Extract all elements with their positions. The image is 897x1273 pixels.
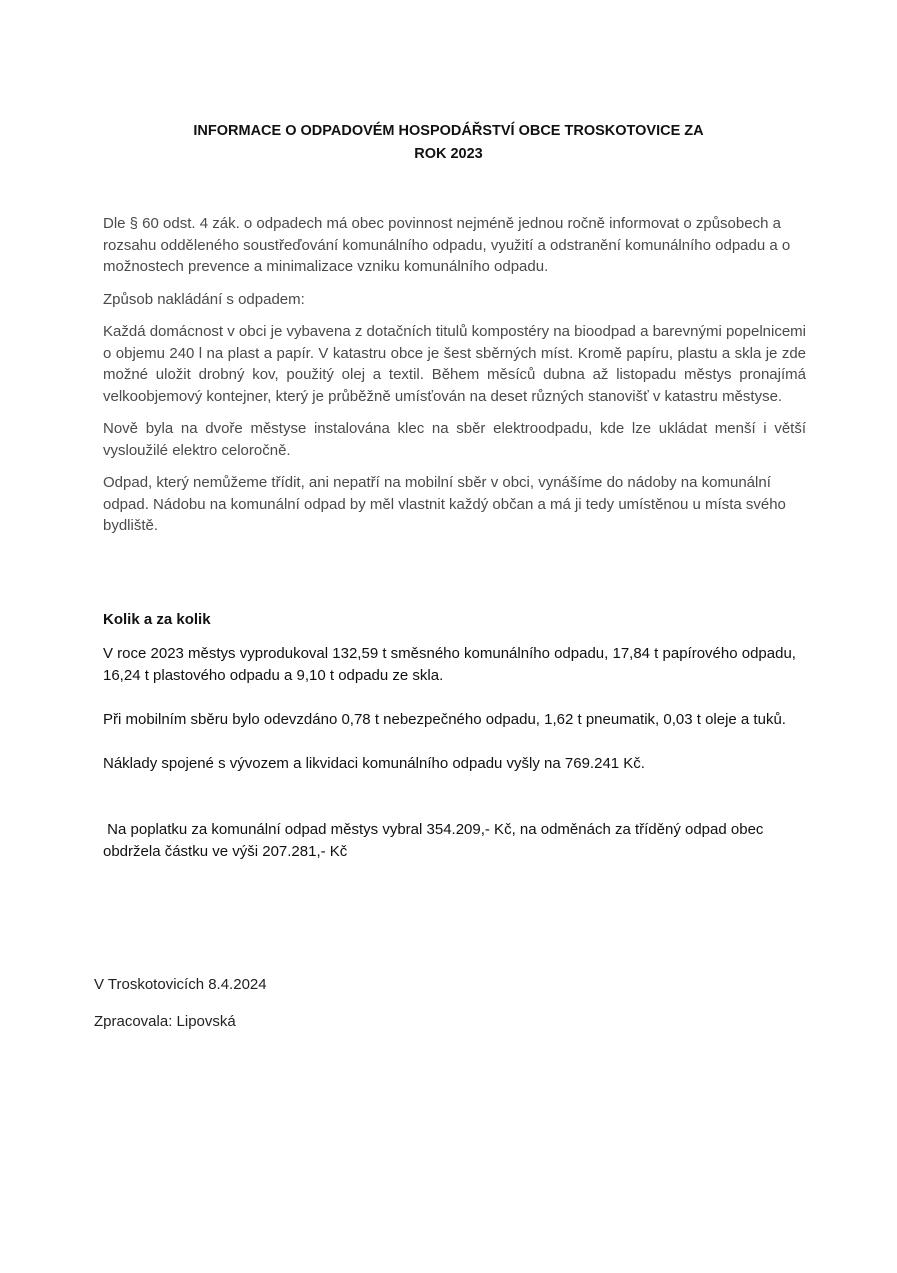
prepared-by: Zpracovala: Lipovská [94,1013,236,1030]
households-paragraph: Každá domácnost v obci je vybavena z dotačních titulů kompostéry na bioodpad a barevnými popelnicemi o objemu 240 l na plast a papír. V katastru obce je šest sběrných míst. Kromě papíru, plastu a skla je zde možné uložit drobný kov, použitý olej a textil. Během měsíců dubna až listopadu městys pronajímá velkoobjemový kontejner, který je průběžně umísťován na deset různých stanovišť v katastru městyse. [103,323,806,405]
title-line-2: ROK 2023 [414,146,483,162]
mobile-collection-paragraph: Při mobilním sběru bylo odevzdáno 0,78 t nebezpečného odpadu, 1,62 t pneumatik, 0,03 t oleje a tuků. [103,711,786,728]
stats-section [103,609,806,863]
document-title [100,120,797,166]
costs-paragraph: Náklady spojené s vývozem a likvidaci komunálního odpadu vyšly na 769.241 Kč. [103,755,645,772]
stats-heading: Kolik a za kolik [103,611,211,628]
electro-paragraph: Nově byla na dvoře městyse instalována klec na sběr elektroodpadu, kde lze ukládat menší i větší vysloužilé elektro celoročně. [103,420,806,459]
title-line-1: INFORMACE O ODPADOVÉM HOSPODÁŘSTVÍ OBCE TROSKOTOVICE ZA [193,123,704,139]
intro-section [103,213,806,548]
footer-signature [94,974,267,1048]
method-label: Způsob nakládání s odpadem: [103,290,305,308]
place-date: V Troskotovicích 8.4.2024 [94,976,267,993]
residual-waste-paragraph: Odpad, který nemůžeme třídit, ani nepatří na mobilní sběr v obci, vynášíme do nádoby na komunální odpad. Nádobu na komunální odpad by měl vlastnit každý občan a má ji tedy umístěnou u místa svého bydliště. [103,474,786,534]
legal-paragraph: Dle § 60 odst. 4 zák. o odpadech má obec povinnost nejméně jednou ročně informovat o způsobech a rozsahu odděleného soustřeďování komunálního odpadu, využití a odstranění komunálního odpadu a o možnostech prevence a minimalizace vzniku komunálního odpadu. [103,215,791,275]
fees-paragraph: Na poplatku za komunální odpad městys vybral 354.209,- Kč, na odměnách za tříděný odpad obec obdržela částku ve výši 207.281,- Kč [103,821,768,860]
production-paragraph: V roce 2023 městys vyprodukoval 132,59 t směsného komunálního odpadu, 17,84 t papírového odpadu, 16,24 t plastového odpadu a 9,10 t odpadu ze skla. [103,645,796,684]
